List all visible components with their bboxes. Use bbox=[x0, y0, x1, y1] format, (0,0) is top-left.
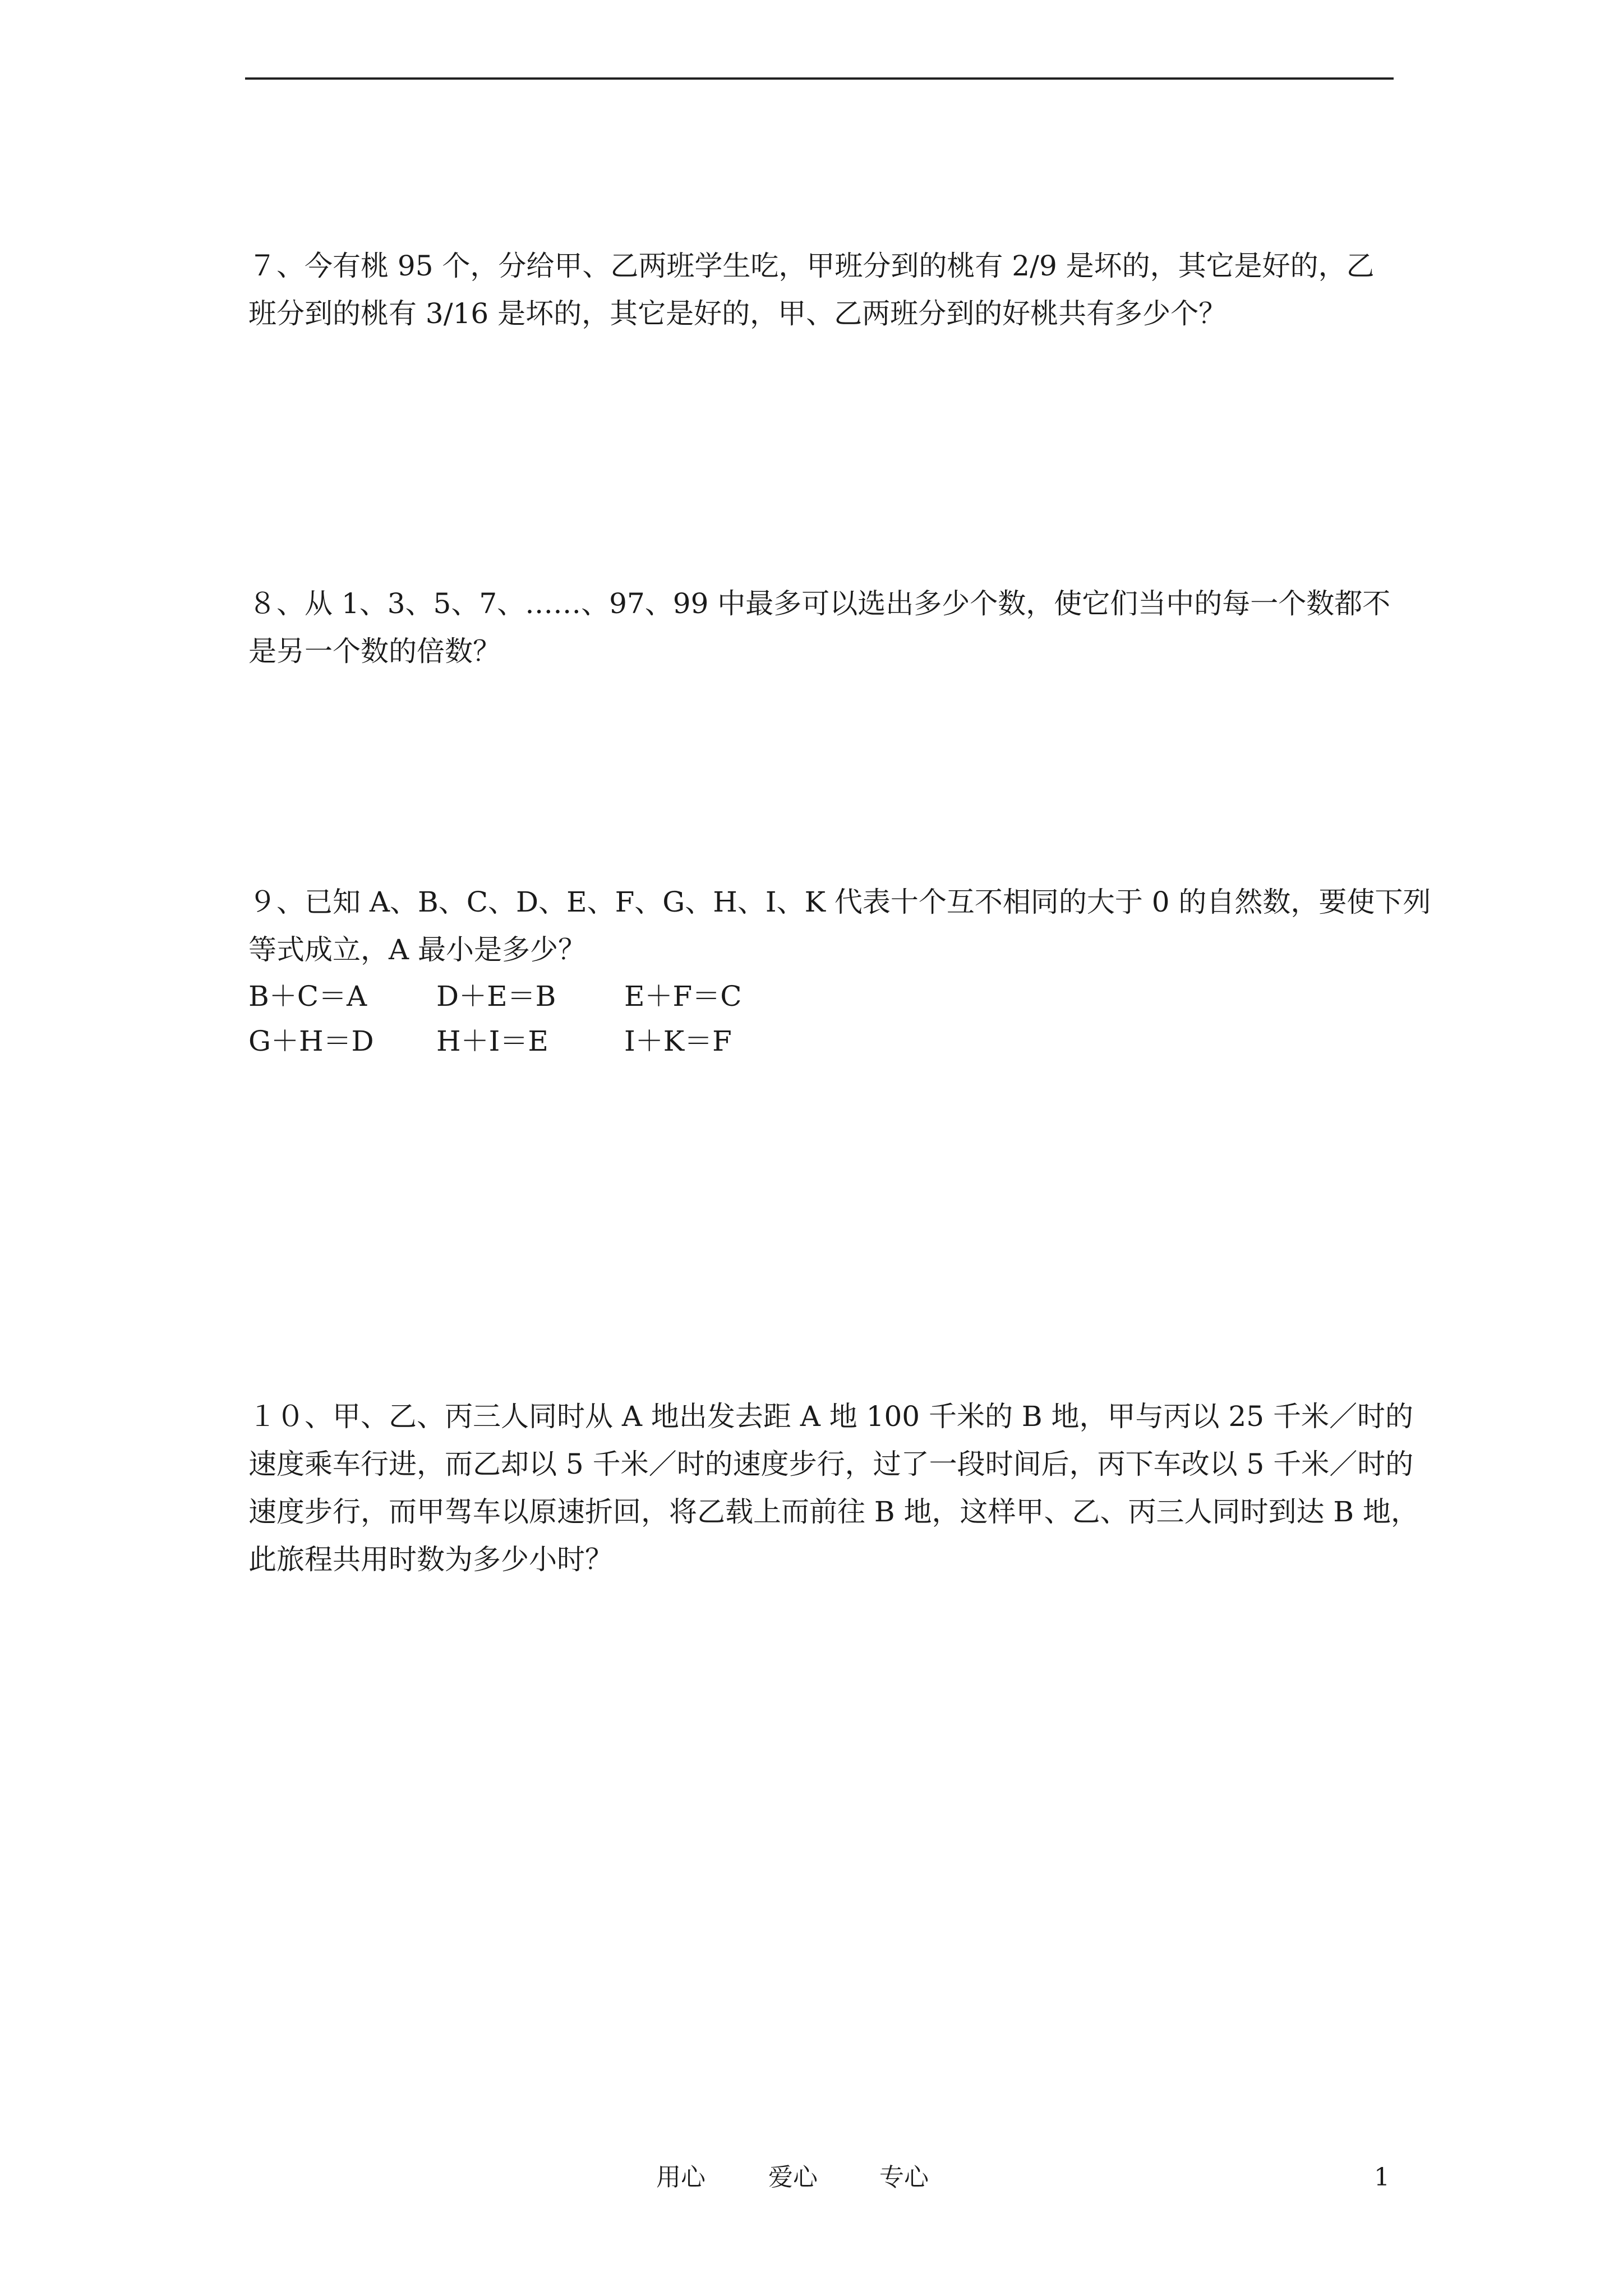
page-number: 1 bbox=[1374, 2163, 1390, 2192]
question-8-line-2: 是另一个数的倍数？ bbox=[248, 635, 501, 668]
question-10-line-2: 速度乘车行进，而乙却以 5 千米／时的速度步行，过了一段时间后，丙下车改以 5 千米／时的 bbox=[248, 1448, 1414, 1480]
question-10-line-1: １０、甲、乙、丙三人同时从 A 地出发去距 A 地 100 千米的 B 地，甲与丙以 25 千米／时的 bbox=[248, 1400, 1413, 1433]
question-7 bbox=[248, 242, 1394, 338]
footer-motto-2: 爱心 bbox=[768, 2163, 818, 2192]
question-9 bbox=[248, 878, 1431, 1064]
question-9-line-1: ９、已知 A、B、C、D、E、F、G、H、I、K 代表十个互不相同的大于 0 的自然数，要使下列 bbox=[248, 886, 1431, 918]
equation: D＋E＝B bbox=[436, 980, 556, 1013]
question-8-line-1: ８、从 1、3、5、7、……、97、99 中最多可以选出多少个数，使它们当中的每一个数都不 bbox=[248, 587, 1391, 620]
equation: I＋K＝F bbox=[624, 1025, 732, 1057]
question-7-line-2: 班分到的桃有 3/16 是坏的，其它是好的，甲、乙两班分到的好桃共有多少个？ bbox=[248, 297, 1227, 330]
footer-motto-1: 用心 bbox=[656, 2163, 706, 2192]
question-10-line-3: 速度步行，而甲驾车以原速折回，将乙载上而前往 B 地，这样甲、乙、丙三人同时到达 B 地， bbox=[248, 1496, 1419, 1528]
equation: E＋F＝C bbox=[624, 980, 742, 1013]
question-10-line-4: 此旅程共用时数为多少小时？ bbox=[248, 1543, 613, 1576]
question-10 bbox=[248, 1393, 1419, 1584]
header-rule bbox=[245, 77, 1394, 80]
equation: H＋I＝E bbox=[436, 1025, 548, 1057]
equation: G＋H＝D bbox=[248, 1025, 374, 1057]
question-9-line-2: 等式成立，A 最小是多少？ bbox=[248, 933, 587, 966]
footer-motto-3: 专心 bbox=[879, 2163, 929, 2192]
equation-row-2 bbox=[248, 1019, 1394, 1064]
equation: B＋C＝A bbox=[248, 980, 367, 1013]
equation-row-1 bbox=[248, 974, 1394, 1019]
question-8 bbox=[248, 580, 1394, 675]
question-7-line-1: ７、今有桃 95 个，分给甲、乙两班学生吃，甲班分到的桃有 2/9 是坏的，其它是好的，乙 bbox=[248, 250, 1375, 282]
